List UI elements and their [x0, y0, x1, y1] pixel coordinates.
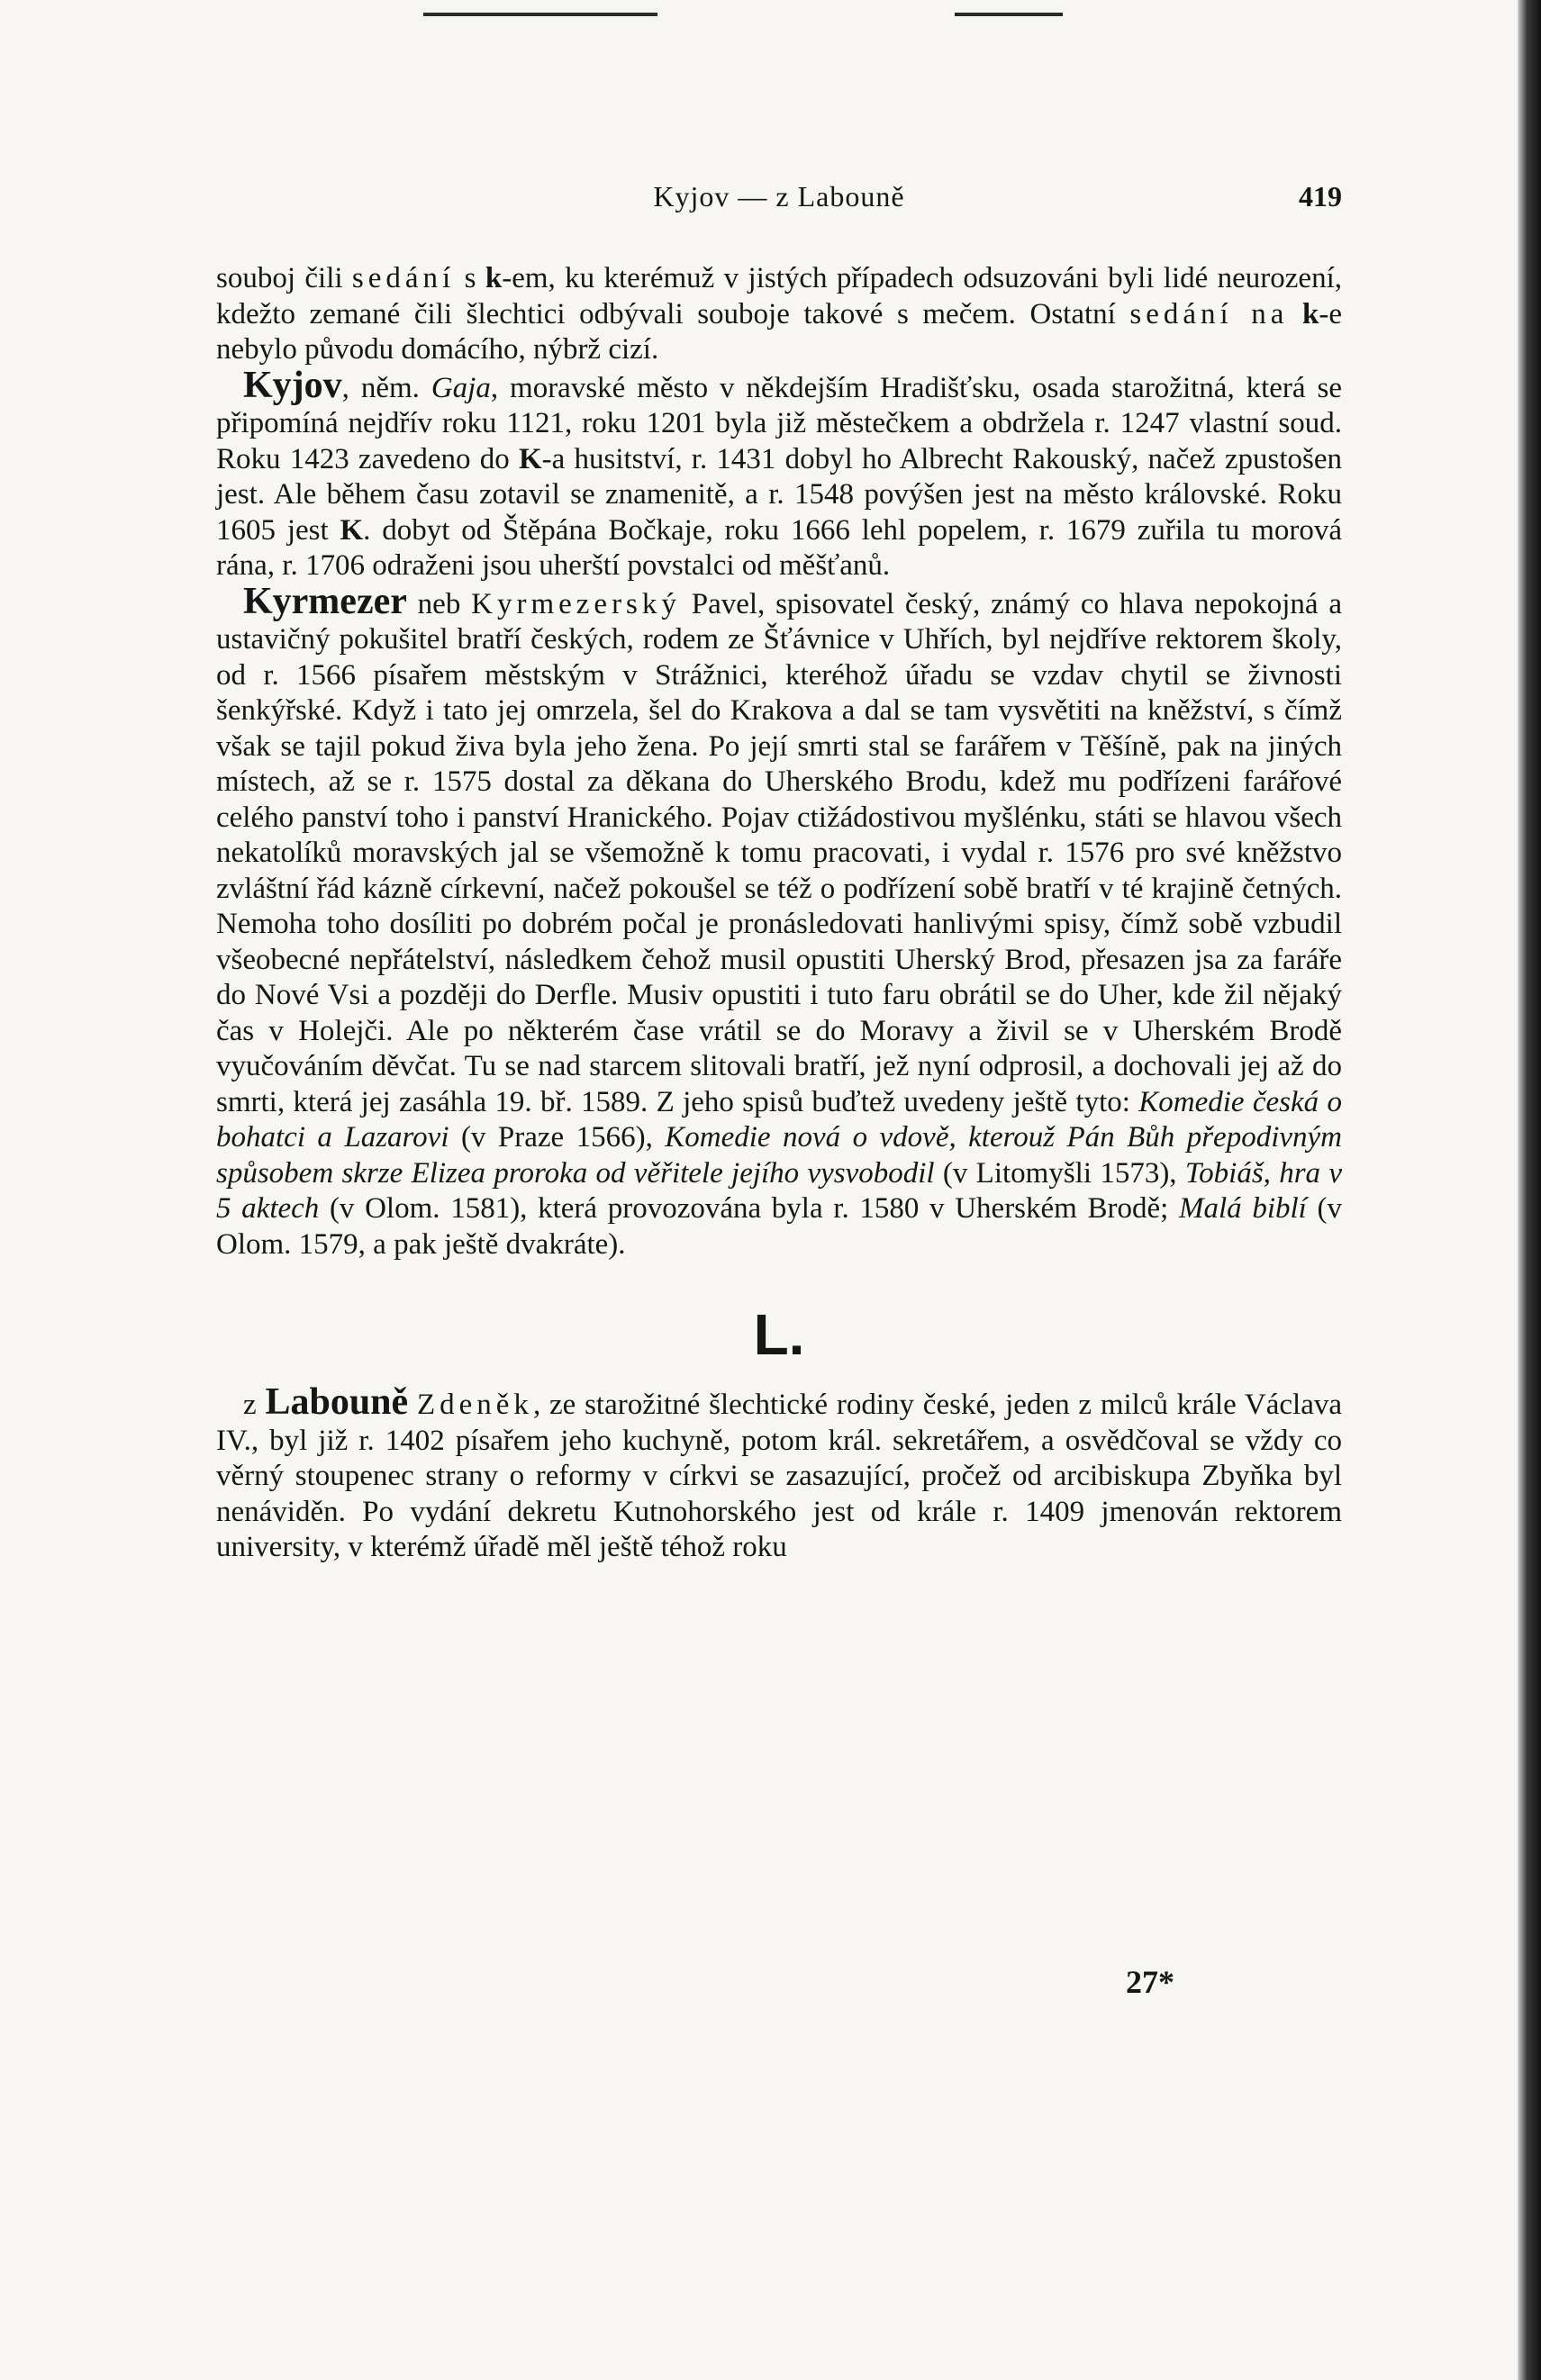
text-run: -a husitství, r. 1431 dobyl ho Albrecht Rakouský, načež zpustošen jest. Ale během času zotavil se znamenitě, a r. 1548 povýšen jest na město královské. Roku 1605 jest [216, 442, 1342, 547]
spaced-term: Kyrmezerský [471, 587, 681, 620]
text-run: , moravské město v někdejším Hradišťsku, osada starožitná, která se připomíná nejdřív roku 1121, roku 1201 byla již městečkem a obdržela r. 1247 vlastní soud. Roku 1423 zavedeno do [216, 371, 1342, 475]
work-title: Komedie česká o bohatci a Lazarovi [216, 1085, 1342, 1154]
work-title: Komedie nová o vdově, kterouž Pán Bůh přepodivným spůsobem skrze Elizea proroka od věřitele jejího vysvobodil [216, 1121, 1342, 1190]
top-rule-right [955, 13, 1063, 16]
entry-kyjov [216, 364, 1342, 584]
abbrev-k: k [485, 262, 503, 294]
text-run: (v Olom. 1579, a pak ještě dvakráte). [216, 1192, 1342, 1261]
text-run: (v Litomyšli 1573), [934, 1156, 1185, 1190]
text-run: Pavel, spisovatel český, známý co hlava nepokojná a ustavičný pokušitel bratří českých, rodem ze Šťávnice v Uhřích, byl nejdříve rektorem školy, od r. 1566 písařem městským v Strážnici, kteréhož úřadu se vzdav chytil se živnosti šenkýřské. Když i tato jej omrzela, šel do Krakova a dal se tam vysvětiti na kněžství, s čímž však se tajil pokud živa byla jeho žena. Po její smrti stal se farářem v Těšíně, pak na jiných místech, až se r. 1575 dostal za děkana do Uherského Brodu, kdež mu podřízeni farářové celého panství toho i panství Hranického. Pojav ctižádostivou myšlénku, státi se hlavou všech nekatolíků moravských jal se všemožně k tomu pracovati, i vydal r. 1576 pro své kněžstvo zvláštní řád kázně církevní, načež pokoušel se též o podřízení sobě bratří v té krajině četných. Nemoha toho dosíliti po dobrém počal je pronásledovati hanlivými spisy, čímž sobě vzbudil všeobecné nepřátelství, následkem čehož musil opustiti Uherský Brod, přesazen jsa za faráře do Nové Vsi a později do Derfle. Musiv opustiti i tuto faru obrátil se do Uher, kde žil nějaký čas v Holejči. Ale po některém čase vrátil se do Moravy a živil se v Uherském Brodě vyučováním děvčat. Tu se nad starcem slitovali bratří, jež nyní odprosil, a dochovali jej až do smrti, která jej zasáhla 19. bř. 1589. Z jeho spisů buďtež uvedeny ještě tyto: [216, 587, 1342, 1118]
spaced-term: sedání na [1129, 297, 1289, 330]
text-run: -e nebylo původu domácího, nýbrž cizí. [216, 297, 1342, 366]
text-run: , něm. [341, 371, 431, 404]
text-run: , ze starožitné šlechtické rodiny české, jeden z milců krále Václava IV., byl již r. 1402 písařem jeho kuchyně, potom král. sekretářem, a osvědčoval se vždy co věrný stoupenec strany o reformy v církvi se zasazující, pročež od arcibiskupa Zbyňka byl nenáviděn. Po vydání dekretu Kutnohorského jest od krále r. 1409 jmenován rektorem university, v kterémž úřadě měl ještě téhož roku [216, 1389, 1343, 1563]
text-run: (v Olom. 1581), která provozována byla r. 1580 v Uherském Brodě; [319, 1192, 1179, 1225]
spaced-term: Zdeněk [416, 1389, 533, 1421]
continued-paragraph [216, 261, 1342, 368]
headword: Labouně [265, 1381, 409, 1423]
text-run: souboj čili [216, 262, 352, 294]
text-run: (v Praze 1566), [449, 1121, 666, 1154]
page-header [216, 180, 1342, 225]
top-rule [423, 13, 657, 16]
text-run: z [243, 1389, 266, 1421]
page-number: 419 [1299, 180, 1342, 213]
text-run: -em, ku kterémuž v jistých případech odsuzováni byli lidé neurození, kdežto zemané čili šlechtici odbývali souboje takové s mečem. Ostatní [216, 262, 1342, 330]
text-run: neb [406, 587, 472, 620]
work-title: Tobiáš, hra v 5 aktech [216, 1156, 1342, 1225]
italic-term: Gaja [431, 371, 491, 404]
headword: Kyjov [243, 364, 342, 406]
body-text [216, 261, 1342, 1566]
entry-laboune [216, 1381, 1343, 1566]
text-run: s [455, 262, 485, 294]
abbrev-k: K [518, 442, 542, 475]
text-run [408, 1389, 417, 1421]
work-title: Malá biblí [1179, 1192, 1307, 1225]
section-letter: L. [753, 1302, 805, 1367]
headword: Kyrmezer [243, 580, 407, 622]
abbrev-k: k [1302, 297, 1319, 330]
entry-kyrmezer [216, 580, 1342, 1263]
page-edge-shadow [1518, 0, 1541, 2380]
spaced-term: sedání [351, 262, 456, 294]
text-run: . dobyt od Štěpána Bočkaje, roku 1666 lehl popelem, r. 1679 zuřila tu morová rána, r. 1706 odraženi jsou uherští povstalci od měšťanů. [216, 513, 1342, 582]
text-run [1288, 298, 1302, 330]
running-title: Kyjov — z Labouně [653, 180, 905, 213]
signature-mark: 27* [1126, 1964, 1174, 2000]
abbrev-k: K [340, 513, 364, 547]
